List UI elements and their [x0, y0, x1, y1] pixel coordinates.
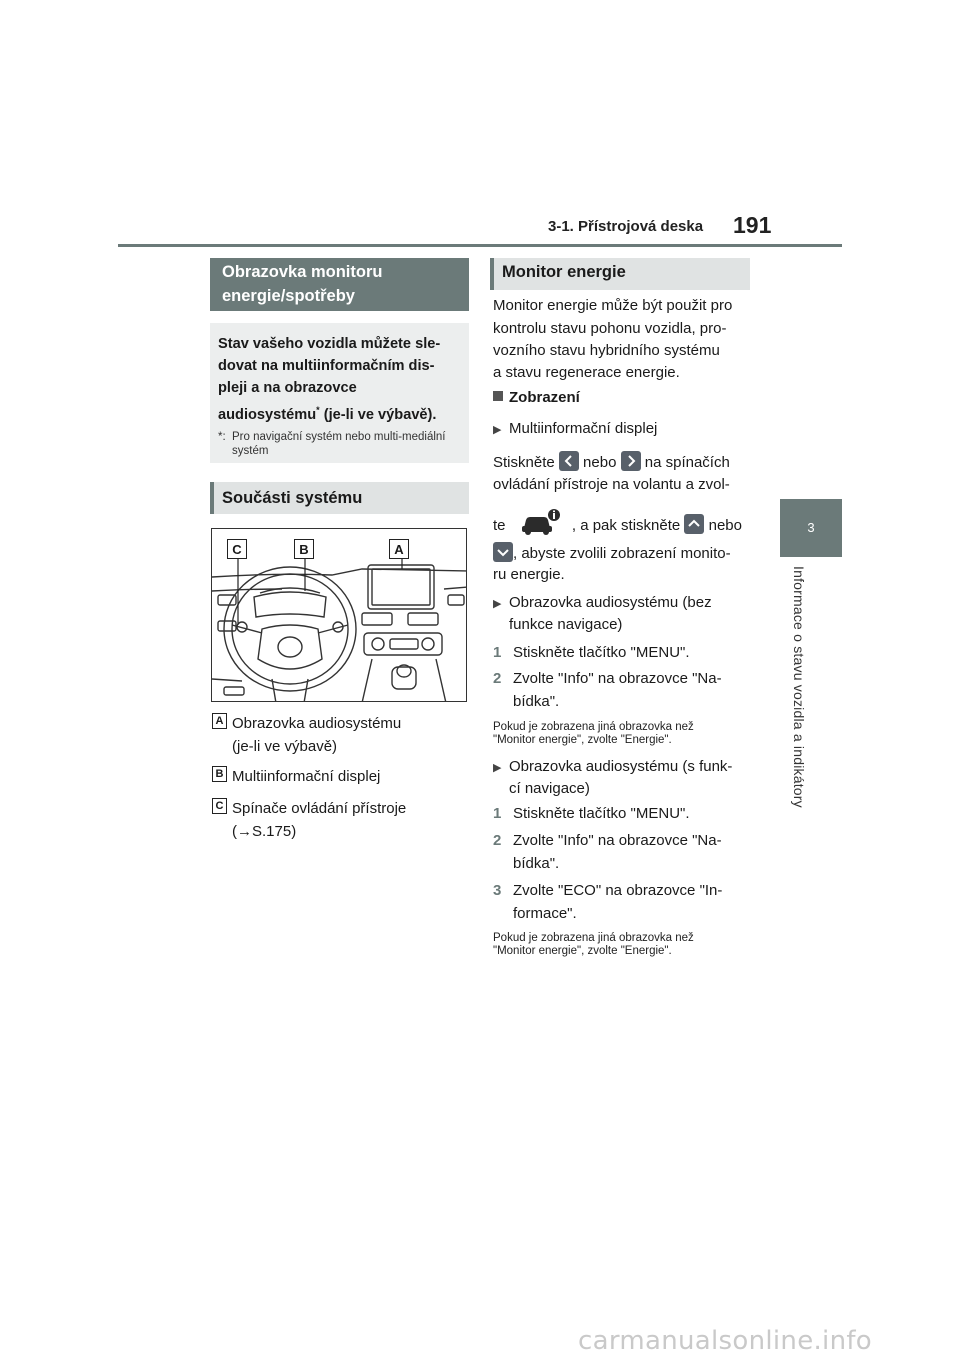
intro-footnote: *: Pro navigační systém nebo multi-mediální systém: [218, 430, 446, 457]
legend-a-line1: Obrazovka audiosystému: [232, 715, 402, 732]
legend-b-line1: Multiinformační displej: [232, 768, 381, 785]
legend-item-a: [212, 712, 401, 758]
chapter-title: Informace o stavu vozidla a indikátory: [791, 566, 807, 808]
legend-item-c: [212, 797, 406, 843]
legend-key-c: C: [212, 798, 227, 814]
chevron-right-button-icon: [621, 451, 641, 471]
note-b: Pokud je zobrazena jiná obrazovka než "Monitor energie", zvolte "Energie".: [493, 932, 694, 957]
bullet-audio-no-nav: ▶ Obrazovka audiosystému (bez funkce navigace): [493, 592, 712, 636]
bullet-mid: ▶ Multiinformační displej: [493, 418, 657, 441]
chevron-down-button-icon: [493, 542, 513, 562]
energy-intro-line4: a stavu regenerace energie.: [493, 364, 680, 381]
subhead-display: Zobrazení: [493, 389, 580, 406]
figure-label-c: C: [227, 539, 247, 559]
dashboard-drawing: [212, 529, 467, 702]
bullet-audio-with-nav: ▶ Obrazovka audiosystému (s funk- cí navigace): [493, 756, 732, 800]
chevron-up-button-icon: [684, 514, 704, 534]
step-b2: 2 Zvolte "Info" na obrazovce "Na- bídka".: [493, 832, 722, 872]
legend-c-line2: (→S.175): [232, 823, 297, 840]
section-title-energy-monitor: Monitor energie: [490, 258, 750, 290]
press-line4: , abyste zvolili zobrazení monito-: [493, 542, 731, 565]
press-line5: ru energie.: [493, 566, 565, 583]
step-a1: 1 Stiskněte tlačítko "MENU".: [493, 644, 690, 661]
dashboard-illustration: [211, 528, 467, 702]
intro-box: [210, 323, 469, 463]
energy-intro-line1: Monitor energie může být použit pro: [493, 297, 733, 314]
intro-text: Stav vašeho vozidla můžete sle-dovat na multiinformačním dis-pleji a na obrazovce audiosystému* (je-li ve výbavě).: [218, 336, 441, 423]
square-bullet-icon: [493, 391, 503, 401]
legend-key-a: A: [212, 713, 227, 729]
step-a2: 2 Zvolte "Info" na obrazovce "Na- bídka".: [493, 670, 722, 710]
press-line2: ovládání přístroje na volantu a zvol-: [493, 476, 730, 493]
step-b1: 1 Stiskněte tlačítko "MENU".: [493, 805, 690, 822]
section-title-components: Součásti systému: [210, 482, 469, 514]
chevron-left-button-icon: [559, 451, 579, 471]
triangle-bullet-icon: ▶: [493, 762, 502, 774]
note-a: Pokud je zobrazena jiná obrazovka než "Monitor energie", zvolte "Energie".: [493, 721, 694, 746]
header-rule: [118, 244, 842, 247]
legend-a-line2: (je-li ve výbavě): [232, 738, 338, 755]
legend-key-b: B: [212, 766, 227, 782]
watermark: carmanualsonline.info: [578, 1326, 873, 1356]
figure-label-a: A: [389, 539, 409, 559]
press-line1: Stiskněte nebo na spínačích: [493, 451, 730, 474]
section-header: 3-1. Přístrojová deska: [548, 218, 704, 235]
vehicle-info-icon: [514, 508, 564, 534]
legend-item-b: [212, 765, 380, 788]
triangle-bullet-icon: ▶: [493, 424, 502, 436]
energy-intro-line2: kontrolu stavu pohonu vozidla, pro-: [493, 320, 727, 337]
section-title-energy-screen: Obrazovka monitoru energie/spotřeby: [210, 258, 469, 311]
step-b3: 3 Zvolte "ECO" na obrazovce "In- formace".: [493, 882, 723, 922]
figure-label-b: B: [294, 539, 314, 559]
energy-intro-line3: vozního stavu hybridního systému: [493, 342, 720, 359]
triangle-bullet-icon: ▶: [493, 598, 502, 610]
press-line3: te , a pak stiskněte nebo: [493, 508, 742, 537]
legend-c-line1: Spínače ovládání přístroje: [232, 800, 407, 817]
chapter-tab: 3: [780, 499, 842, 557]
page-number: 191: [733, 212, 772, 238]
